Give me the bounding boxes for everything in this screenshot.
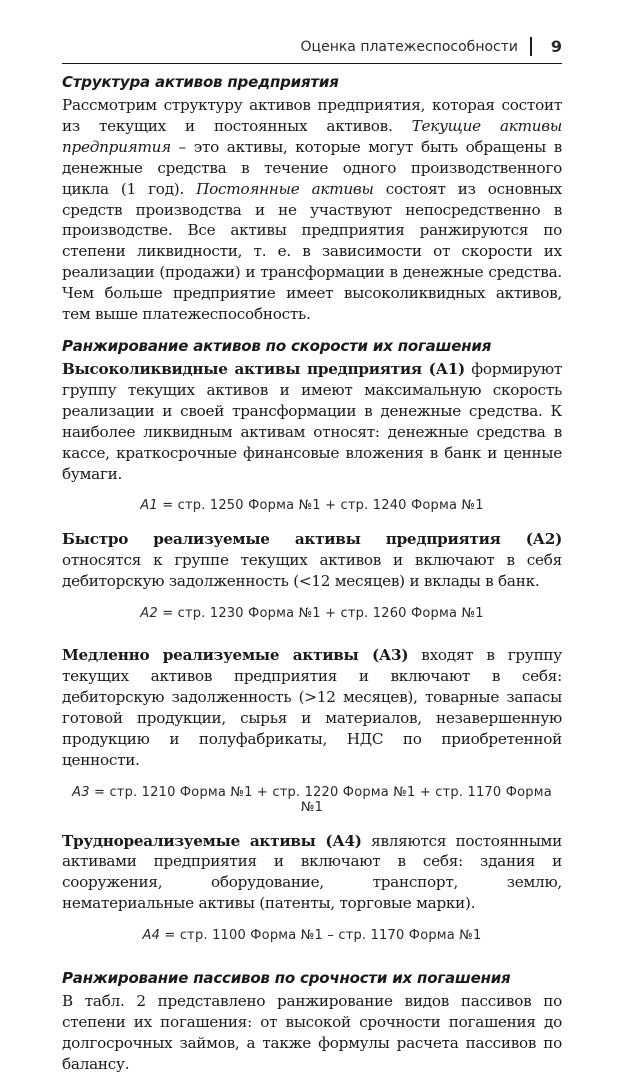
formula-variable: A3 xyxy=(72,784,90,800)
text-run: входят в группу текущих активов предприятия и включают в себя: дебиторскую задолженность (>12 месяцев), товарные запасы готовой продукции, сырья и материалов, незавершенную продукцию и полуфабрикаты, НДС по приобретенной ценности. xyxy=(62,646,562,769)
term-current-assets: Текущие активы предприятия xyxy=(62,116,562,156)
formula-expression: = стр. 1250 Форма №1 + стр. 1240 Форма №1 xyxy=(157,498,484,514)
formula-variable: A1 xyxy=(140,498,158,514)
formula-a2 xyxy=(62,606,562,621)
term-fixed-assets: Постоянные активы xyxy=(196,179,374,198)
paragraph-liabilities: В табл. 2 представлено ранжирование видов пассивов по степени их погашения: от высокой срочности погашения до долгосрочных займов, а также формулы расчета пассивов по балансу. xyxy=(62,992,562,1073)
paragraph-a4 xyxy=(62,831,562,915)
term-a1: Высоколиквидные активы предприятия (А1) xyxy=(62,359,465,378)
term-a2: Быстро реализуемые активы предприятия (А2) xyxy=(62,530,562,549)
header-rule xyxy=(62,63,562,64)
text-run: формируют группу текущих активов и имеют максимальную скорость реализации и своей трансформации в денежные средства. К наиболее ликвидным активам относят: денежные средства в кассе, краткосрочные финансовые вложения в банк и ценные бумаги. xyxy=(62,359,562,483)
term-a4: Труднореализуемые активы (А4) xyxy=(62,831,362,850)
paragraph-a1 xyxy=(62,359,562,484)
term-a3: Медленно реализуемые активы (А3) xyxy=(62,646,409,665)
book-page xyxy=(62,0,562,1073)
running-header xyxy=(62,36,562,60)
text-run: состоят из основных средств производства и не участвуют непосредственно в производстве. Все активы предприятия ранжируются по степени ликвидности, т. е. в зависимости от скорости их реализации (продажи) и трансформации в денежные средства. Чем больше предприятие имеет высоколиквидных активов, тем выше платежеспособность. xyxy=(62,179,562,324)
formula-variable: A2 xyxy=(140,606,158,622)
paragraph-a3 xyxy=(62,645,562,770)
formula-expression: = стр. 1210 Форма №1 + стр. 1220 Форма №1 + стр. 1170 Форма №1 xyxy=(89,784,552,815)
text-run: Рассмотрим структуру активов предприятия, которая состоит из текущих и постоянных активов. xyxy=(62,96,562,135)
heading-assets-structure: Структура активов предприятия xyxy=(62,73,339,91)
heading-liabilities-ranking: Ранжирование пассивов по срочности их погашения xyxy=(62,969,511,988)
formula-a1 xyxy=(62,498,562,513)
heading-assets-ranking: Ранжирование активов по скорости их погашения xyxy=(62,336,492,355)
text-run: относятся к группе текущих активов и включают в себя дебиторскую задолженность (<12 месяцев) и вклады в банк. xyxy=(62,551,562,591)
running-header-title: Оценка платежеспособности xyxy=(300,39,518,55)
paragraph-assets-structure xyxy=(62,95,562,325)
formula-a4 xyxy=(62,928,562,943)
page-number: 9 xyxy=(550,37,562,56)
formula-expression: = стр. 1100 Форма №1 – стр. 1170 Форма №1 xyxy=(160,928,482,944)
paragraph-a2 xyxy=(62,529,562,592)
formula-variable: A4 xyxy=(142,928,161,944)
formula-expression: = стр. 1230 Форма №1 + стр. 1260 Форма №1 xyxy=(157,606,484,622)
header-separator xyxy=(530,37,532,56)
page-content xyxy=(62,73,562,1075)
formula-a3 xyxy=(62,785,562,815)
text-run: являются постоянными активами предприятия и включают в себя: здания и сооружения, оборудование, транспорт, землю, нематериальные активы (патенты, торговые марки). xyxy=(62,831,562,913)
text-run: – это активы, которые могут быть обращены в денежные средства в течение одного производственного цикла (1 год). xyxy=(62,137,562,198)
